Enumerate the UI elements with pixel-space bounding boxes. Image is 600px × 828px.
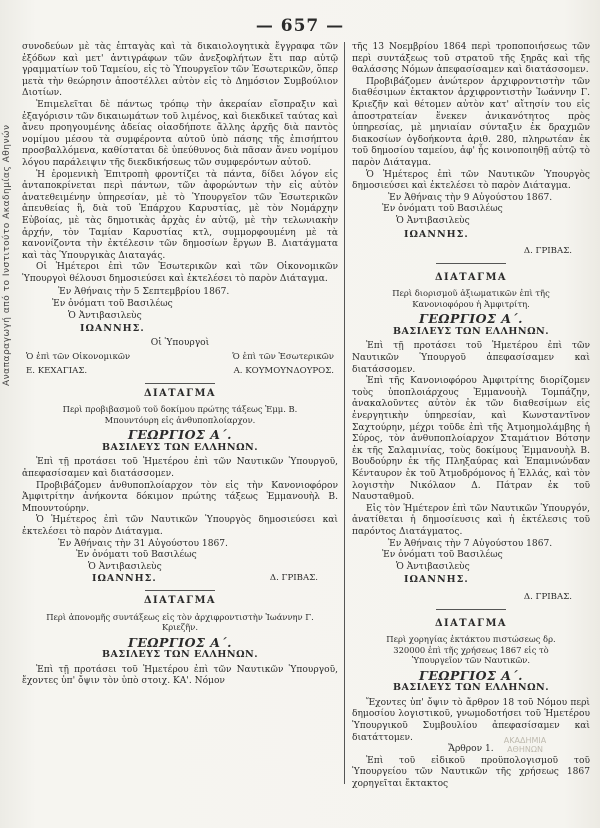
left-date-1: Ἐν Ἀθήναις τὴν 5 Σεπτεμβρίου 1867. (58, 287, 230, 298)
separator (436, 609, 506, 610)
decree-2-paragraph-1: Ἐπὶ τῇ προτάσει τοῦ Ἡμετέρου ἐπὶ τῶν Ναυτικῶν Ὑπουργοῦ, ἀπεφασίσαμεν καὶ διατάσσομεν. (22, 457, 338, 479)
decree-2-paragraph-3: Ὁ Ἡμέτερος ἐπὶ τῶν Ναυτικῶν Ὑπουργὸς δημοσιεύσει καὶ ἐκτελέσει τὸ παρὸν Διάταγμα. (22, 515, 338, 537)
left-column (22, 42, 338, 688)
right-decree-3-paragraph-1: Ἔχοντες ὑπ' ὄψιν τὸ ἄρθρον 18 τοῦ Νόμου περὶ δημοσίου λογιστικοῦ, γνωμοδοτήσει τοῦ Ἡμετέρου Ὑπουργικοῦ Συμβουλίου ἀπεφασίσαμεν καὶ διατάττομεν. (352, 697, 590, 743)
decree-3-paragraph-1: Ἐπὶ τῇ προτάσει τοῦ Ἡμετέρου ἐπὶ τῶν Ναυτικῶν Ὑπουργοῦ, ἔχοντες ὑπ' ὄψιν τὸν ὑπὸ στοιχ. ΚΑ'. Νόμον (22, 664, 338, 687)
ministers-label: Οἱ Ὑπουργοὶ (150, 337, 210, 348)
decree-2-subject: Περὶ προβιβασμοῦ τοῦ δοκίμου πρώτης τάξεως Ἐμμ. Β. Μπουντόυρη εἰς ἀνθυποπλοίαρχον. (62, 404, 298, 425)
right-name-1: Ἐν ὀνόματι τοῦ Βασιλέως (382, 204, 503, 215)
left-regent-1: Ὁ Ἀντιβασιλεὺς (68, 310, 142, 321)
right-decree-2-name: Ἐν ὀνόματι τοῦ Βασιλέως (382, 550, 503, 561)
decree-2-regent: Ὁ Ἀντιβασιλεὺς (88, 561, 162, 572)
decree-2-kings: ΒΑΣΙΛΕΥΣ ΤΩΝ ΕΛΛΗΝΩΝ. (101, 441, 259, 453)
right-decree-2-minister: Δ. ΓΡΙΒΑΣ. (523, 591, 572, 602)
minister-interior-label: Ὁ ἐπὶ τῶν Ἐσωτερικῶν (232, 352, 334, 363)
right-decree-2-signature: ΙΩΑΝΝΗΣ. (404, 574, 469, 586)
right-decree-3-paragraph-2: Ἐπὶ τοῦ εἰδικοῦ προϋπολογισμοῦ τοῦ Ὑπουργείου τῶν Ναυτικῶν τῆς χρήσεως 1867 χορηγεῖται ἔκτακτος (352, 755, 590, 789)
decree-3-kings: ΒΑΣΙΛΕΥΣ ΤΩΝ ΕΛΛΗΝΩΝ. (101, 649, 259, 661)
right-decree-3-kings: ΒΑΣΙΛΕΥΣ ΤΩΝ ΕΛΛΗΝΩΝ. (392, 682, 550, 694)
right-decree-2-title: ΔΙΑΤΑΓΜΑ (434, 271, 508, 283)
ministers-names-row (22, 366, 338, 378)
decree-2-name: Ἐν ὀνόματι τοῦ Βασιλέως (76, 550, 197, 561)
decree-2-king: ΓΕΩΡΓΙΟΣ Α΄. (127, 427, 233, 443)
side-library-stamp: Αναπαραγωγή από το Ινστιτούτο Ακαδημίας Αθηνών (2, 124, 12, 386)
right-column (352, 42, 590, 791)
right-regent-1: Ὁ Ἀντιβασιλεὺς (396, 215, 470, 226)
decree-3-king: ΓΕΩΡΓΙΟΣ Α΄. (127, 634, 233, 650)
decree-3-subject: Περὶ ἀπονομῆς συντάξεως εἰς τὸν ἀρχιφροντιστὴν Ἰωάννην Γ. Κριεζῆν. (46, 611, 314, 633)
minister-finance-name: Ε. ΚΕΧΑΓΙΑΣ. (26, 366, 88, 377)
page-number: — 657 — (255, 16, 345, 36)
right-decree-3-king: ΓΕΩΡΓΙΟΣ Α΄. (418, 667, 524, 683)
decree-3-title: ΔΙΑΤΑΓΜΑ (143, 594, 217, 606)
right-decree-3-subject: Περὶ χορηγίας ἐκτάκτου πιστώσεως δρ. 320000 ἐπὶ τῆς χρήσεως 1867 εἰς τὸ Ὑπουργεῖον τῶν Ναυτικῶν. (386, 634, 556, 666)
decree-2-paragraph-2: Προβιβάζομεν ἀνθυποπλοίαρχον τὸν εἰς τὴν Κανονιοφόρον Ἀμφιτρίτην ἀνήκοντα δόκιμον πρώτης τάξεως Ἐμμανουὴλ Β. Μπουντούρην. (22, 480, 338, 514)
right-minister-1: Δ. ΓΡΙΒΑΣ. (523, 246, 572, 257)
left-signature-1: ΙΩΑΝΝΗΣ. (80, 323, 145, 335)
right-decree-3-article: Ἄρθρον 1. (448, 744, 494, 755)
decree-2-minister: Δ. ΓΡΙΒΑΣ. (269, 573, 318, 584)
right-decree-2-kings: ΒΑΣΙΛΕΥΣ ΤΩΝ ΕΛΛΗΝΩΝ. (392, 325, 550, 337)
separator (145, 590, 215, 591)
separator (145, 383, 215, 384)
right-paragraph-2: Προβιβάζομεν ἀνώτερον ἀρχιφροντιστὴν τῶν διαθέσιμων ἐκτακτον ἀρχιφροντιστὴν Ἰωάννην Γ. Κριεζῆν καὶ θέτομεν αὐτὸν κατ' αἴτησίν του εἰς ἀποστρατείαν ἕνεκεν ἀνικανότητος πρὸς ὑπηρεσίας, μὲ μηνιαίαν σύνταξιν ἐκ δραχμῶν διακοσίων ὀγδοήκοντα ἀριθ. 280, πληρωτέαν ἐκ τοῦ δημοσίου ταμείου, ἀφ' ἧς κοινοποιηθῇ αὐτῷ τὸ παρὸν Διάταγμα. (352, 76, 590, 168)
decree-2-sign-row (22, 573, 338, 585)
left-name-1: Ἐν ὀνόματι τοῦ Βασιλέως (52, 299, 173, 310)
separator (436, 263, 506, 264)
left-paragraph-2: Ἐπιμελεῖται δὲ πάντως τρόπῳ τὴν ἀκεραίαν εἴσπραξιν καὶ ἐξαγόρισιν τῶν δικαιωμάτων τοῦ λιμένος, καὶ διεκδικεῖ ταύτας καὶ ἄνευ προηγουμένης ἀδείας οἱασδήποτε ἄλλης ἀρχῆς διὰ παντὸς νομίμου μέσου τὰ συμφέροντα αὐτοῦ ὑπὸ πάσης τῆς ἐπισήπτου προσβαλλόμενα, καθίσταται δὲ ὑπεύθυνος διὰ πᾶσαν ἄνευ νομίμου λόγου παράλειψιν τῆς διεκδικήσεως τῶν συμφερόντων αὐτοῦ. (22, 99, 338, 168)
right-decree-2-king: ΓΕΩΡΓΙΟΣ Α΄. (418, 311, 524, 327)
right-decree-2-paragraph-1: Ἐπὶ τῇ προτάσει τοῦ Ἡμετέρου ἐπὶ τῶν Ναυτικῶν Ὑπουργοῦ ἀπεφασίσαμεν καὶ διατάσσομεν. (352, 341, 590, 375)
left-paragraph-1: συνοδεύων μὲ τὰς ἐπταγὰς καὶ τὰ δικαιολογητικὰ ἔγγραφα τῶν ἐξόδων καὶ μετ' ἀντιγράφων τῶν ἀνεξοφλήτων ἔτι παρ αὐτῷ γραμματίων τοῦ Ταμείου, εἰς τὸ Ὑπουργεῖον τῶν Ἐσωτερικῶν, ὅπερ μετὰ τὴν θεώρησιν ἀποστέλλει αὐτὸν εἰς τὸ Δημόσιον Συμβούλιον Διοτίων. (22, 42, 338, 99)
minister-finance-label: Ὁ ἐπὶ τῶν Οἰκονομικῶν (26, 352, 131, 363)
right-decree-2-subject: Περὶ διορισμοῦ ἀξιωματικῶν ἐπὶ τῆς Κανονιοφόρου ἡ Ἀμφιτρίτη. (392, 288, 550, 309)
column-divider (344, 42, 345, 784)
minister-interior-name: Α. ΚΟΥΜΟΥΝΔΟΥΡΟΣ. (233, 366, 334, 377)
right-date-1: Ἐν Ἀθήναις τὴν 9 Αὐγούστου 1867. (388, 192, 553, 203)
right-signature-1: ΙΩΑΝΝΗΣ. (404, 228, 469, 240)
right-decree-2-paragraph-2: Ἐπὶ τῆς Κανονιοφόρου Ἀμφιτρίτης διορίζομεν τοὺς ὑποπλοιάρχους Ἐμμανουὴλ Τομπάζην, ἀνακαλοῦντες αὐτὸν ἐκ τῶν διαθεσίμων εἰς ἐνεργητικὴν ὑπηρεσίαν, καὶ Κωνσταντῖνον Σαχτούρην, μέχρι τοῦδε ἐπὶ τῆς Ἀτμοημολάμβης ἡ Σύρος, τὸν ἀνθυποπλοίαρχον Σταμάτιον Βότσην ἐκ τῆς Σαλαμινίας, τοὺς δοκίμους Ἐμμανουὴλ Β. Βουδούρην ἐκ τῆς Πληξαύρας καὶ Ἐπαμινώνδαν Κένταυρον ἐκ τοῦ Ἀτμοδρόμονος ἡ Ἑλλάς, καὶ τὸν λογιστὴν Νικόλαον Δ. Πάτραν ἐκ τοῦ Ναυσταθμοῦ. (352, 376, 590, 503)
decree-2-signature: ΙΩΑΝΝΗΣ. (92, 573, 157, 585)
left-paragraph-3: Ἡ ἐρομενικὴ Ἐπιτροπὴ φροντίζει τὰ πάντα, δίδει λόγον εἰς ἀνταποκρίνεται περὶ πάντων, τῶν ἀφορώντων τὴν εἰς αὐτὸν ἀνατεθειμένην ὑπηρεσίαν, μὲ τὸ Ὑπουργεῖον τῶν Ἐσωτερικῶν ἀπευθείας ἢ, διὰ τοῦ Ἐπάρχου Καρυστίας, μὲ τὸν Νομάρχην Εὐβοίας, μὲ τὰς δημοτικὰς ἀρχὰς ἐν αὐτῷ, μὲ τὴν τελωνιακὴν ἀρχήν, τὸν Ταμίαν Καρυστίας κτλ, συμμορφουμένη μὲ τὰ κανονίζοντα τὴν ἐκτέλεσιν τῶν δημοσίων ἔργων Β. Διατάγματα καὶ τὰς Ὑπουργικὰς Διαταγάς. (22, 169, 338, 261)
right-paragraph-1: τῆς 13 Νοεμβρίου 1864 περὶ τροποποιήσεως τῶν περὶ συντάξεως τοῦ στρατοῦ τῆς ξηρᾶς καὶ τῆς θαλάσσης Νόμων ἀπεφασίσαμεν καὶ διατάσσομεν. (352, 42, 590, 76)
right-paragraph-3: Ὁ Ἡμέτερος ἐπὶ τῶν Ναυτικῶν Ὑπουργὸς δημοσιεύσει καὶ ἐκτελέσει τὸ παρὸν Διάταγμα. (352, 169, 590, 192)
ministers-titles-row (22, 352, 338, 364)
decree-2-date: Ἐν Ἀθήναις τὴν 31 Αὐγούστου 1867. (58, 538, 228, 549)
right-decree-2-paragraph-3: Εἰς τὸν Ἡμέτερον ἐπὶ τῶν Ναυτικῶν Ὑπουργόν, ἀνατίθεται ἡ δημοσίευσις καὶ ἡ ἐκτέλεσις τοῦ παρόντος Διατάγματος. (352, 503, 590, 537)
right-decree-2-date: Ἐν Ἀθήναις τὴν 7 Αὐγούστου 1867. (388, 538, 553, 549)
academy-watermark: ΑΚΑΔΗΜΙΑ ΑΘΗΝΩΝ (503, 736, 547, 754)
right-decree-2-regent: Ὁ Ἀντιβασιλεὺς (396, 561, 470, 572)
left-paragraph-4: Οἱ Ἡμέτεροι ἐπὶ τῶν Ἐσωτερικῶν καὶ τῶν Οἰκονομικῶν Ὑπουργοὶ θέλουσι δημοσιεύσει καὶ ἐκτελέσει τὸ παρὸν Διάταγμα. (22, 262, 338, 284)
decree-2-title: ΔΙΑΤΑΓΜΑ (143, 387, 217, 399)
right-decree-3-title: ΔΙΑΤΑΓΜΑ (434, 617, 508, 629)
